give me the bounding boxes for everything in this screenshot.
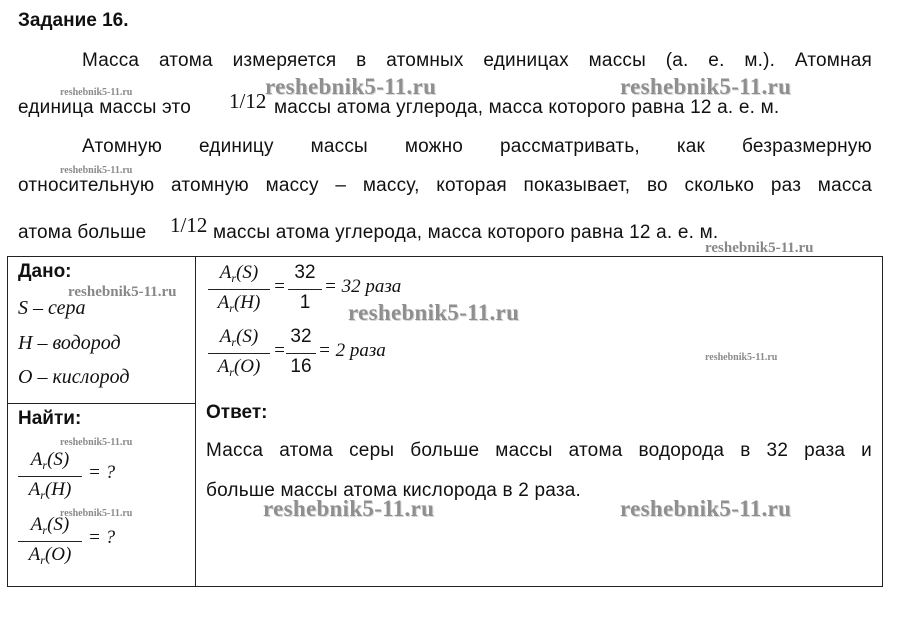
find-fraction-2 bbox=[18, 514, 82, 570]
find-question-2: = ? bbox=[88, 527, 116, 548]
equals-sign: = bbox=[273, 340, 286, 361]
watermark: reshebnik5-11.ru bbox=[60, 165, 133, 176]
table-left-border bbox=[7, 256, 8, 587]
solution-1-value-numerator: 32 bbox=[294, 262, 316, 283]
solution-fraction-1 bbox=[208, 262, 270, 318]
solution-2-value-denominator: 16 bbox=[290, 356, 312, 377]
find-fraction-1-numerator: $A_r(S)$ bbox=[30, 449, 70, 472]
watermark: reshebnik5-11.ru bbox=[705, 240, 814, 256]
paragraph-2-line-3-end: массы атома углерода, масса которого равна 12 а. е. м. bbox=[213, 222, 719, 243]
solution-value-fraction-2 bbox=[286, 326, 316, 382]
paragraph-1-line-2-start: единица массы это bbox=[18, 97, 191, 118]
paragraph-2-line-1: Атомную единицу массы можно рассматривать, как безразмерную bbox=[82, 136, 872, 157]
solution-value-fraction-1 bbox=[288, 262, 322, 318]
solution-1-value-denominator: 1 bbox=[299, 292, 311, 313]
fraction-bar bbox=[286, 353, 316, 354]
solution-1-result: = 32 раза bbox=[324, 276, 402, 297]
find-fraction-1 bbox=[18, 449, 82, 505]
solution-fraction-2 bbox=[208, 326, 270, 382]
watermark: reshebnik5-11.ru bbox=[620, 496, 792, 521]
given-item-oxygen: O – кислород bbox=[18, 366, 130, 388]
fraction-one-twelfth: 1/12 bbox=[229, 89, 267, 113]
fraction-one-twelfth-2: 1/12 bbox=[170, 213, 208, 237]
watermark: reshebnik5-11.ru bbox=[705, 352, 778, 363]
solution-2-value-numerator: 32 bbox=[290, 326, 312, 347]
fraction-bar bbox=[18, 541, 82, 542]
answer-line-2: больше массы атома кислорода в 2 раза. bbox=[206, 480, 582, 501]
watermark: reshebnik5-11.ru bbox=[60, 87, 133, 98]
solution-2-numerator: $A_r(S)$ bbox=[219, 326, 259, 349]
watermark: reshebnik5-11.ru bbox=[620, 74, 792, 99]
answer-line-1: Масса атома серы больше массы атома водорода в 32 раза и bbox=[206, 440, 872, 461]
given-item-hydrogen: H – водород bbox=[18, 332, 121, 354]
fraction-bar bbox=[18, 476, 82, 477]
watermark: reshebnik5-11.ru bbox=[263, 496, 435, 521]
solution-1-numerator: $A_r(S)$ bbox=[219, 262, 259, 285]
fraction-bar bbox=[208, 289, 270, 290]
answer-header: Ответ: bbox=[206, 402, 268, 423]
fraction-bar bbox=[288, 289, 322, 290]
fraction-bar bbox=[208, 353, 270, 354]
watermark: reshebnik5-11.ru bbox=[60, 508, 133, 519]
paragraph-2-line-3-start: атома больше bbox=[18, 222, 147, 243]
watermark: reshebnik5-11.ru bbox=[60, 437, 133, 448]
equals-sign: = bbox=[273, 276, 286, 297]
given-item-sulfur: S – сера bbox=[18, 297, 86, 319]
solution-2-result: = 2 раза bbox=[318, 340, 386, 361]
task-title: Задание 16. bbox=[18, 10, 129, 31]
find-question-1: = ? bbox=[88, 462, 116, 483]
table-bottom-border bbox=[7, 586, 883, 587]
watermark: reshebnik5-11.ru bbox=[348, 300, 520, 325]
table-given-find-divider bbox=[7, 403, 196, 404]
paragraph-2-line-2: относительную атомную массу – массу, которая показывает, во сколько раз масса bbox=[18, 175, 872, 196]
table-right-border bbox=[882, 256, 883, 587]
find-header: Найти: bbox=[18, 408, 82, 429]
find-fraction-1-denominator: $A_r(H)$ bbox=[28, 479, 72, 502]
watermark: reshebnik5-11.ru bbox=[265, 74, 437, 99]
table-column-divider bbox=[195, 256, 196, 587]
given-header: Дано: bbox=[18, 261, 72, 282]
watermark: reshebnik5-11.ru bbox=[68, 284, 177, 300]
find-fraction-2-denominator: $A_r(O)$ bbox=[28, 544, 72, 567]
find-fraction-2-numerator: $A_r(S)$ bbox=[30, 514, 70, 537]
paragraph-1-line-1: Масса атома измеряется в атомных единицах массы (а. е. м.). Атомная bbox=[82, 50, 872, 71]
solution-2-denominator: $A_r(O)$ bbox=[217, 356, 261, 379]
paragraph-1-line-2-end: массы атома углерода, масса которого равна 12 а. е. м. bbox=[274, 97, 780, 118]
solution-1-denominator: $A_r(H)$ bbox=[217, 292, 261, 315]
